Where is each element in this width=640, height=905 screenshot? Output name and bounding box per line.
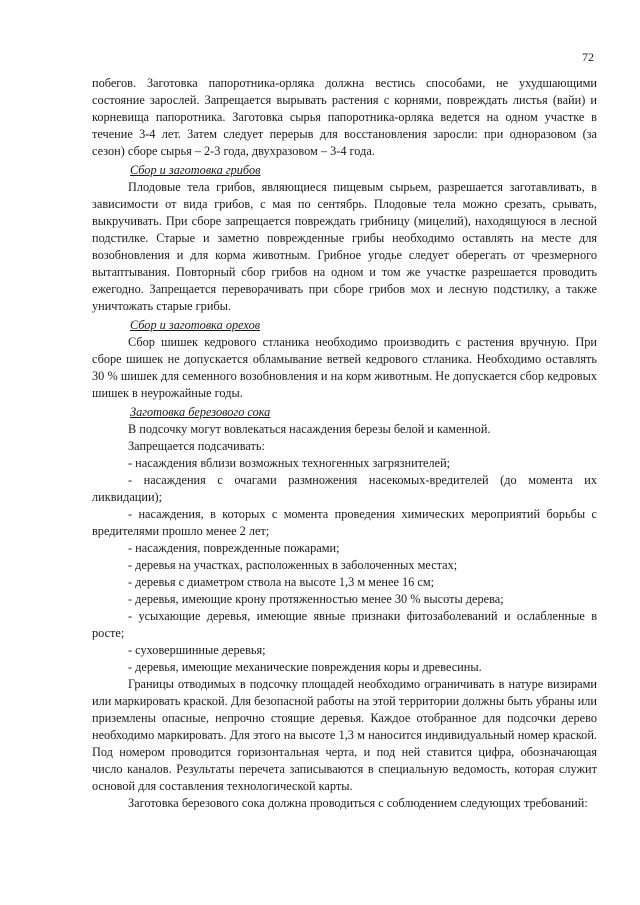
list-item: - деревья, имеющие крону протяженностью менее 30 % высоты дерева; xyxy=(128,592,504,606)
paragraph-birch-intro: В подсочку могут вовлекаться насаждения березы белой и каменной. xyxy=(128,422,491,436)
paragraph-requirements: Заготовка березового сока должна проводиться с соблюдением следующих требований: xyxy=(128,796,588,810)
list-item: - усыхающие деревья, имеющие явные признаки фитозаболеваний и ослабленные в росте; xyxy=(92,609,597,640)
list-item: - насаждения вблизи возможных техногенных загрязнителей; xyxy=(128,456,451,470)
paragraph-prohibited-intro: Запрещается подсачивать: xyxy=(128,439,265,453)
paragraph-bracken: побегов. Заготовка папоротника-орляка должна вестись способами, не ухудшающими состояние зарослей. Запрещается вырывать растения с корнями, повреждать листья (вайи) и корневища папоротника. Заготовка сырья папоротника-орляка ведется на одном участке в течение 3-4 лет. Затем следует перерыв для восстановления заросли: при одноразовом (за сезон) сборе сырья – 2-3 года, двухразовом – 3-4 года. xyxy=(92,76,597,158)
list-item: - насаждения, поврежденные пожарами; xyxy=(128,541,340,555)
section-heading-mushrooms: Сбор и заготовка грибов xyxy=(130,163,261,177)
section-heading-birch-sap: Заготовка березового сока xyxy=(130,405,271,419)
paragraph-nuts: Сбор шишек кедрового стланика необходимо производить с растения вручную. При сборе шишек не допускается обламывание ветвей кедрового стланика. Необходимо оставлять 30 % шишек для семенного возобновления и на корм животным. Не допускается сбор кедровых шишек в неурожайные годы. xyxy=(92,335,597,400)
page-number: 72 xyxy=(582,50,594,64)
list-item: - суховершинные деревья; xyxy=(128,643,266,657)
list-item: - деревья с диаметром ствола на высоте 1,3 м менее 16 см; xyxy=(128,575,435,589)
paragraph-boundaries: Границы отводимых в подсочку площадей необходимо ограничивать в натуре визирами или маркировать краской. Для безопасной работы на этой территории должны быть убраны или приземлены опасные, непрочно стоящие деревья. Каждое отобранное для подсочки дерево необходимо маркировать. Для этого на высоте 1,3 м наносится индивидуальный номер краской. Под номером проводится горизонтальная черта, и под ней ставится цифра, обозначающая число каналов. Результаты перечета записываются в специальную ведомость, которая служит основой для составления технологической карты. xyxy=(92,677,597,793)
list-item: - насаждения, в которых с момента проведения химических мероприятий борьбы с вредителями прошло менее 2 лет; xyxy=(92,507,597,538)
list-item: - деревья на участках, расположенных в заболоченных местах; xyxy=(128,558,458,572)
list-item: - деревья, имеющие механические повреждения коры и древесины. xyxy=(128,660,482,674)
list-item: - насаждения с очагами размножения насекомых-вредителей (до момента их ликвидации); xyxy=(92,473,597,504)
document-body xyxy=(92,75,597,812)
section-heading-nuts: Сбор и заготовка орехов xyxy=(130,318,261,332)
paragraph-mushrooms: Плодовые тела грибов, являющиеся пищевым сырьем, разрешается заготавливать, в зависимости от вида грибов, с мая по сентябрь. Плодовые тела можно срезать, срывать, выкручивать. При сборе запрещается повреждать грибницу (мицелий), находящуюся в лесной подстилке. Старые и заметно поврежденные грибы необходимо оставлять на месте для возобновления и для корма животным. Грибное угодье следует оберегать от чрезмерного вытаптывания. Повторный сбор грибов на одном и том же участке разрешается проводить ежегодно. Запрещается переворачивать при сборе грибов мох и лесную подстилку, а также уничтожать старые грибы. xyxy=(92,180,597,313)
